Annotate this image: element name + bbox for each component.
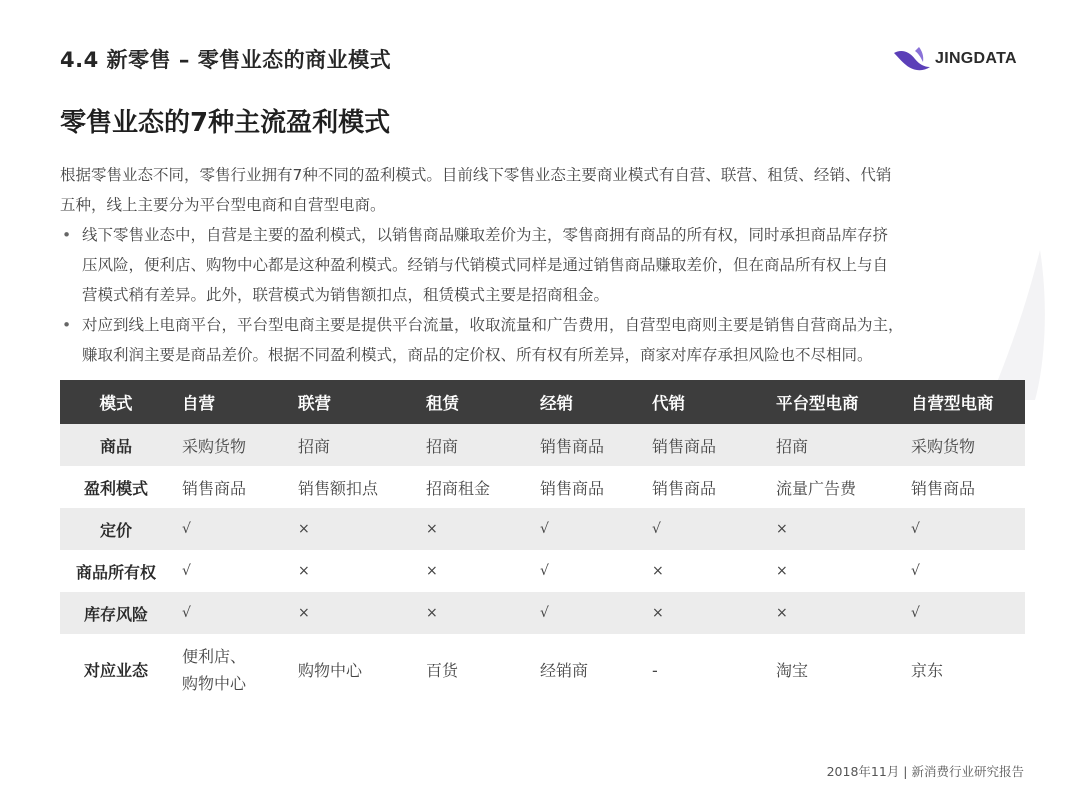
table-cell: 百货 <box>416 634 530 706</box>
business-model-table <box>60 380 1025 706</box>
table-row <box>60 550 1025 592</box>
table-cell: √ <box>901 508 1025 550</box>
table-cell: 销售商品 <box>530 466 642 508</box>
column-header: 租赁 <box>416 380 530 424</box>
table-cell: √ <box>172 550 288 592</box>
bullet-marker: • <box>62 316 72 334</box>
table-cell: × <box>642 592 766 634</box>
bullet-line: 对应到线上电商平台，平台型电商主要是提供平台流量，收取流量和广告费用，自营型电商则主要是销售自营商品为主， <box>82 316 904 334</box>
table-cell: × <box>288 592 416 634</box>
row-header: 商品 <box>60 424 172 466</box>
bullet-list <box>60 220 1035 370</box>
row-header: 商品所有权 <box>60 550 172 592</box>
column-header: 自营型电商 <box>901 380 1025 424</box>
row-header: 库存风险 <box>60 592 172 634</box>
intro-line: 五种，线上主要分为平台型电商和自营型电商。 <box>60 196 386 214</box>
row-header: 盈利模式 <box>60 466 172 508</box>
table-cell: 淘宝 <box>766 634 901 706</box>
table-cell: 招商 <box>416 424 530 466</box>
intro-line: 根据零售业态不同，零售行业拥有7种不同的盈利模式。目前线下零售业态主要商业模式有自营、联营、租赁、经销、代销 <box>60 166 892 184</box>
table-cell: 销售商品 <box>642 424 766 466</box>
table-cell: × <box>288 550 416 592</box>
table-cell <box>172 634 288 706</box>
column-header: 自营 <box>172 380 288 424</box>
column-header: 平台型电商 <box>766 380 901 424</box>
jingdata-logo-icon <box>893 45 931 73</box>
table-cell: 采购货物 <box>172 424 288 466</box>
table-cell: √ <box>901 592 1025 634</box>
cell-line: 购物中心 <box>182 674 247 693</box>
main-title: 零售业态的7种主流盈利模式 <box>60 108 391 138</box>
table-cell: × <box>766 508 901 550</box>
table-cell: 招商租金 <box>416 466 530 508</box>
table-cell: × <box>416 550 530 592</box>
intro-paragraph <box>60 160 1030 220</box>
table-cell: - <box>642 634 766 706</box>
table-cell: × <box>416 508 530 550</box>
column-header: 经销 <box>530 380 642 424</box>
jingdata-logo <box>893 44 1028 74</box>
table-cell: 销售商品 <box>530 424 642 466</box>
table-cell: × <box>288 508 416 550</box>
table-cell: 销售额扣点 <box>288 466 416 508</box>
table-cell: 采购货物 <box>901 424 1025 466</box>
column-header: 联营 <box>288 380 416 424</box>
table-row <box>60 424 1025 466</box>
table-cell: √ <box>530 592 642 634</box>
table-row <box>60 508 1025 550</box>
table-cell: 经销商 <box>530 634 642 706</box>
bullet-line: 营模式稍有差异。此外，联营模式为销售额扣点，租赁模式主要是招商租金。 <box>82 286 610 304</box>
table-row <box>60 466 1025 508</box>
table-cell: √ <box>172 592 288 634</box>
bullet-item <box>60 220 1035 310</box>
bullet-line: 线下零售业态中，自营是主要的盈利模式，以销售商品赚取差价为主，零售商拥有商品的所有权，同时承担商品库存挤 <box>82 226 889 244</box>
table-cell: √ <box>530 550 642 592</box>
table-cell: √ <box>901 550 1025 592</box>
table-cell: × <box>642 550 766 592</box>
column-header: 代销 <box>642 380 766 424</box>
cell-line: 便利店、 <box>182 647 247 666</box>
table-row <box>60 634 1025 706</box>
table-cell: × <box>766 550 901 592</box>
table-cell: √ <box>530 508 642 550</box>
table-cell: 招商 <box>766 424 901 466</box>
table-cell: 销售商品 <box>642 466 766 508</box>
table-cell: × <box>766 592 901 634</box>
bullet-marker: • <box>62 226 72 244</box>
table-header-row <box>60 380 1025 424</box>
logo-text: JINGDATA <box>935 50 1017 67</box>
bullet-line: 压风险，便利店、购物中心都是这种盈利模式。经销与代销模式同样是通过销售商品赚取差价，但在商品所有权上与自 <box>82 256 889 274</box>
table-cell: 招商 <box>288 424 416 466</box>
bullet-item <box>60 310 1035 370</box>
column-header: 模式 <box>60 380 172 424</box>
table-row <box>60 592 1025 634</box>
table-cell: √ <box>642 508 766 550</box>
row-header: 定价 <box>60 508 172 550</box>
bullet-line: 赚取利润主要是商品差价。根据不同盈利模式，商品的定价权、所有权有所差异，商家对库存承担风险也不尽相同。 <box>82 346 873 364</box>
table-cell: √ <box>172 508 288 550</box>
table-cell: 销售商品 <box>901 466 1025 508</box>
section-title: 4.4 新零售 – 零售业态的商业模式 <box>60 48 392 72</box>
table-cell: 流量广告费 <box>766 466 901 508</box>
footer-text: 2018年11月 | 新消费行业研究报告 <box>826 764 1024 779</box>
table-cell: 购物中心 <box>288 634 416 706</box>
row-header: 对应业态 <box>60 634 172 706</box>
table-cell: 销售商品 <box>172 466 288 508</box>
table-cell: × <box>416 592 530 634</box>
table-cell: 京东 <box>901 634 1025 706</box>
